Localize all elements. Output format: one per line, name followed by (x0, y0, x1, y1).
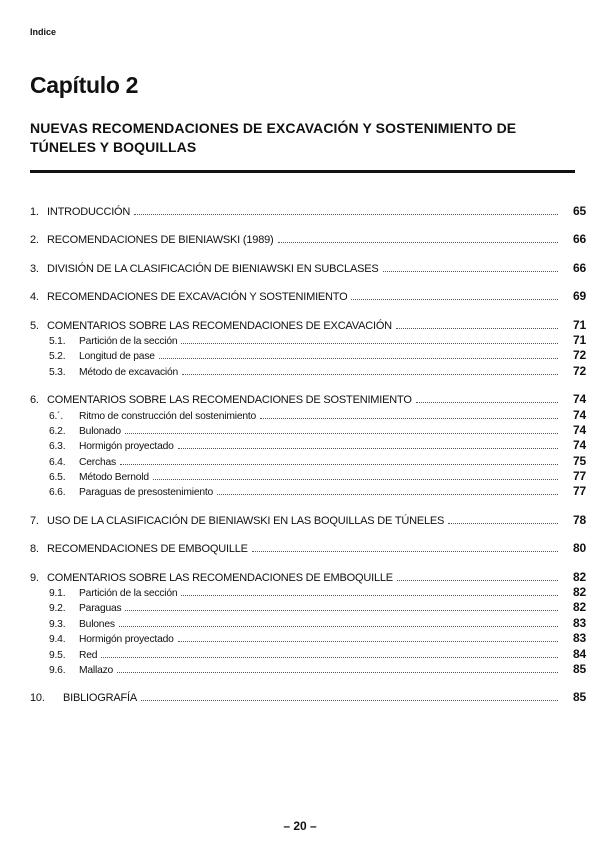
toc-subentry[interactable] (30, 469, 586, 484)
toc-entry-number: 4. (30, 291, 39, 304)
toc-entry-number: 2. (30, 234, 39, 247)
toc-entry-page: 82 (573, 585, 586, 600)
toc-entry-title: Longitud de pase (79, 351, 155, 363)
toc-entry[interactable] (30, 289, 586, 304)
toc-section (30, 570, 586, 678)
toc-subentry[interactable] (30, 408, 586, 423)
toc-entry-title: Bulonado (79, 425, 121, 437)
toc-entry-title: Partición de la sección (79, 588, 178, 600)
chapter-subtitle: NUEVAS RECOMENDACIONES DE EXCAVACIÓN Y SOSTENIMIENTO DE TÚNELES Y BOQUILLAS (30, 120, 517, 155)
dot-leader (181, 595, 558, 596)
toc-entry-page: 74 (573, 438, 586, 453)
toc-entry-page: 84 (573, 646, 586, 661)
toc-entry-title: Hormigón proyectado (79, 634, 174, 646)
toc-entry[interactable] (30, 232, 586, 247)
toc-entry-number: 6.4. (49, 456, 66, 468)
toc-section (30, 318, 586, 380)
toc-section (30, 232, 586, 247)
toc-subentry[interactable] (30, 585, 586, 600)
toc-section (30, 261, 586, 276)
toc-entry-page: 77 (573, 484, 586, 499)
toc-entry-page: 83 (573, 615, 586, 630)
toc-entry-number: 6.3. (49, 441, 66, 453)
toc-subentry[interactable] (30, 454, 586, 469)
toc-entry-title: Partición de la sección (79, 335, 178, 347)
toc-entry-page: 71 (573, 317, 586, 332)
toc-entry-title: RECOMENDACIONES DE BIENIAWSKI (1989) (47, 234, 274, 247)
toc-section (30, 289, 586, 304)
dot-leader (260, 418, 558, 419)
toc-entry-title: COMENTARIOS SOBRE LAS RECOMENDACIONES DE EXCAVACIÓN (47, 319, 392, 332)
toc-entry-title: COMENTARIOS SOBRE LAS RECOMENDACIONES DE SOSTENIMIENTO (47, 394, 412, 407)
dot-leader (119, 626, 558, 627)
toc-entry-number: 6.5. (49, 472, 66, 484)
toc-entry-title: Método Bernold (79, 472, 149, 484)
toc-entry-number: 5.2. (49, 351, 66, 363)
toc-subentry[interactable] (30, 333, 586, 348)
toc-entry[interactable] (30, 570, 586, 585)
toc-entry[interactable] (30, 204, 586, 219)
toc-entry-page: 85 (573, 690, 586, 705)
toc-entry-page: 71 (573, 332, 586, 347)
dot-leader (397, 580, 558, 581)
toc-subentry[interactable] (30, 600, 586, 615)
toc-entry-number: 9.6. (49, 664, 66, 676)
toc-entry-number: 5. (30, 319, 39, 332)
toc-subentry[interactable] (30, 662, 586, 677)
dot-leader (383, 271, 558, 272)
toc-entry-page: 80 (573, 541, 586, 556)
dot-leader (125, 433, 558, 434)
dot-leader (159, 358, 558, 359)
toc-entry-number: 1. (30, 206, 39, 218)
dot-leader (252, 551, 558, 552)
dot-leader (117, 672, 558, 673)
toc-subentry[interactable] (30, 364, 586, 379)
toc-entry-page: 78 (573, 512, 586, 527)
toc-entry-number: 10. (30, 692, 45, 705)
toc-entry-title: Ritmo de construcción del sostenimiento (79, 410, 257, 422)
toc-entry-number: 9.4. (49, 634, 66, 646)
toc-entry-number: 9.2. (49, 603, 66, 615)
toc-entry[interactable] (30, 261, 586, 276)
dot-leader (278, 242, 559, 243)
toc-subentry[interactable] (30, 423, 586, 438)
dot-leader (217, 494, 558, 495)
toc-entry-page: 85 (573, 661, 586, 676)
toc-section (30, 541, 586, 556)
dot-leader (178, 641, 558, 642)
toc-entry-title: DIVISIÓN DE LA CLASIFICACIÓN DE BIENIAWSKI EN SUBCLASES (47, 262, 379, 275)
toc-entry-number: 5.3. (49, 366, 66, 378)
toc-entry-title: RECOMENDACIONES DE EXCAVACIÓN Y SOSTENIMIENTO (47, 291, 348, 304)
toc-entry-page: 74 (573, 422, 586, 437)
chapter-title: Capítulo 2 (30, 72, 139, 98)
toc-entry[interactable] (30, 690, 586, 705)
toc-entry[interactable] (30, 318, 586, 333)
toc-section (30, 204, 586, 219)
toc-entry-page: 66 (573, 260, 586, 275)
toc-subentry[interactable] (30, 616, 586, 631)
toc-entry-number: 7. (30, 514, 39, 527)
toc-entry-number: 9.3. (49, 618, 66, 630)
toc-subentry[interactable] (30, 438, 586, 453)
toc-entry-number: 6. (30, 394, 39, 407)
toc-entry-page: 74 (573, 392, 586, 407)
toc-entry-number: 5.1. (49, 335, 66, 347)
toc-section (30, 513, 586, 528)
toc-entry-title: Paraguas (79, 603, 122, 615)
toc-subentry[interactable] (30, 348, 586, 363)
toc-entry-page: 65 (573, 204, 586, 218)
dot-leader (178, 448, 558, 449)
toc-entry-page: 72 (573, 348, 586, 363)
dot-leader (134, 214, 558, 215)
toc-entry-title: Cerchas (79, 456, 116, 468)
toc-section (30, 690, 586, 705)
toc-section (30, 392, 586, 500)
toc-subentry[interactable] (30, 647, 586, 662)
dot-leader (181, 343, 558, 344)
toc-subentry[interactable] (30, 484, 586, 499)
title-divider (30, 170, 575, 173)
toc-entry-title: Método de excavación (79, 366, 179, 378)
page-number: – 20 – (283, 819, 317, 833)
running-header: Indice (30, 27, 57, 37)
dot-leader (141, 700, 558, 701)
dot-leader (448, 523, 558, 524)
dot-leader (101, 657, 558, 658)
dot-leader (153, 479, 558, 480)
toc-subentry[interactable] (30, 631, 586, 646)
table-of-contents (30, 204, 586, 719)
toc-entry-number: 6.6. (49, 487, 66, 499)
toc-entry-page: 82 (573, 569, 586, 584)
toc-entry-number: 9.1. (49, 588, 66, 600)
toc-entry-number: 6.2. (49, 425, 66, 437)
toc-entry-title: USO DE LA CLASIFICACIÓN DE BIENIAWSKI EN LAS BOQUILLAS DE TÚNELES (47, 514, 445, 527)
toc-entry-number: 9.5. (49, 649, 66, 661)
dot-leader (182, 374, 558, 375)
toc-entry-title: Bulones (79, 618, 115, 630)
toc-entry-number: 6.´. (49, 410, 64, 422)
toc-entry[interactable] (30, 541, 586, 556)
dot-leader (125, 610, 558, 611)
toc-entry-page: 83 (573, 631, 586, 646)
toc-entry-page: 66 (573, 232, 586, 247)
toc-entry-title: Hormigón proyectado (79, 441, 174, 453)
toc-entry-page: 82 (573, 600, 586, 615)
toc-entry-number: 8. (30, 543, 39, 556)
toc-entry-page: 74 (573, 407, 586, 422)
toc-entry-number: 3. (30, 262, 39, 275)
toc-entry-title: BIBLIOGRAFÍA (63, 692, 138, 705)
toc-entry-title: Mallazo (79, 664, 114, 676)
dot-leader (396, 328, 558, 329)
toc-entry-page: 69 (573, 289, 586, 304)
toc-entry[interactable] (30, 513, 586, 528)
toc-entry-title: RECOMENDACIONES DE EMBOQUILLE (47, 543, 248, 556)
toc-entry-page: 77 (573, 469, 586, 484)
dot-leader (351, 299, 558, 300)
toc-entry-number: 9. (30, 571, 39, 584)
toc-entry-page: 75 (573, 453, 586, 468)
toc-entry-title: INTRODUCCIÓN (47, 206, 131, 218)
toc-entry[interactable] (30, 392, 586, 407)
toc-entry-title: COMENTARIOS SOBRE LAS RECOMENDACIONES DE EMBOQUILLE (47, 571, 393, 584)
toc-entry-page: 72 (573, 363, 586, 378)
toc-entry-title: Red (79, 649, 98, 661)
dot-leader (120, 464, 558, 465)
dot-leader (416, 402, 558, 403)
toc-entry-title: Paraguas de presostenimiento (79, 487, 214, 499)
